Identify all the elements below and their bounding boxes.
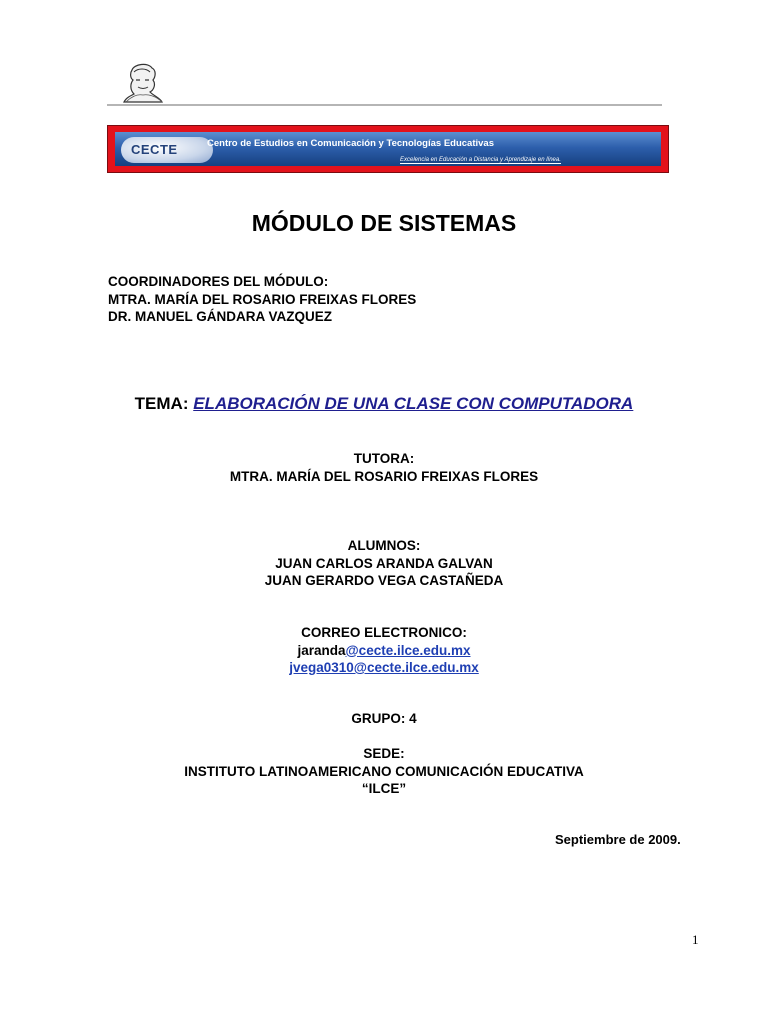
correo-block [0, 624, 768, 677]
email1-user: jaranda [297, 642, 346, 658]
document-date: Septiembre de 2009. [555, 832, 681, 847]
document-title: MÓDULO DE SISTEMAS [251, 210, 517, 236]
banner-title: Centro de Estudios en Comunicación y Tecnologías Educativas [207, 138, 494, 149]
cecte-logo [121, 137, 213, 163]
sede-name: INSTITUTO LATINOAMERICANO COMUNICACIÓN EDUCATIVA [184, 763, 584, 779]
alumno-name: JUAN GERARDO VEGA CASTAÑEDA [264, 573, 504, 588]
tutora-block [0, 450, 768, 485]
coordinators-heading: COORDINADORES DEL MÓDULO: [108, 274, 329, 289]
banner-subtitle: Excelencia en Educación a Distancia y Aprendizaje en línea. [400, 157, 561, 163]
coordinators-block [108, 273, 416, 326]
correo-heading: CORREO ELECTRONICO: [301, 625, 467, 640]
email-line-1 [0, 642, 768, 660]
header-divider [107, 104, 662, 106]
alumnos-block [0, 537, 768, 590]
sede-abbrev: “ILCE” [361, 781, 407, 796]
header-logo [118, 60, 170, 106]
sede-heading: SEDE: [363, 746, 405, 761]
coordinator-name: MTRA. MARÍA DEL ROSARIO FREIXAS FLORES [108, 291, 417, 307]
tema-line [0, 394, 768, 414]
cecte-logo-text: CECTE [131, 142, 178, 157]
cecte-banner [107, 125, 669, 173]
tutora-heading: TUTORA: [353, 451, 415, 466]
alumnos-heading: ALUMNOS: [347, 538, 421, 553]
coordinator-name: DR. MANUEL GÁNDARA VAZQUEZ [108, 309, 332, 324]
tema-value: ELABORACIÓN DE UNA CLASE CON COMPUTADORA [193, 394, 634, 413]
tutora-name: MTRA. MARÍA DEL ROSARIO FREIXAS FLORES [229, 468, 539, 484]
alumno-name: JUAN CARLOS ARANDA GALVAN [275, 555, 493, 571]
email2-link[interactable]: jvega0310@cecte.ilce.edu.mx [289, 660, 479, 675]
tema-label: TEMA: [134, 394, 189, 413]
sede-block [0, 745, 768, 798]
email1-link[interactable]: @cecte.ilce.edu.mx [345, 642, 471, 658]
grupo-line: GRUPO: 4 [351, 711, 417, 726]
page-number: 1 [692, 932, 699, 947]
